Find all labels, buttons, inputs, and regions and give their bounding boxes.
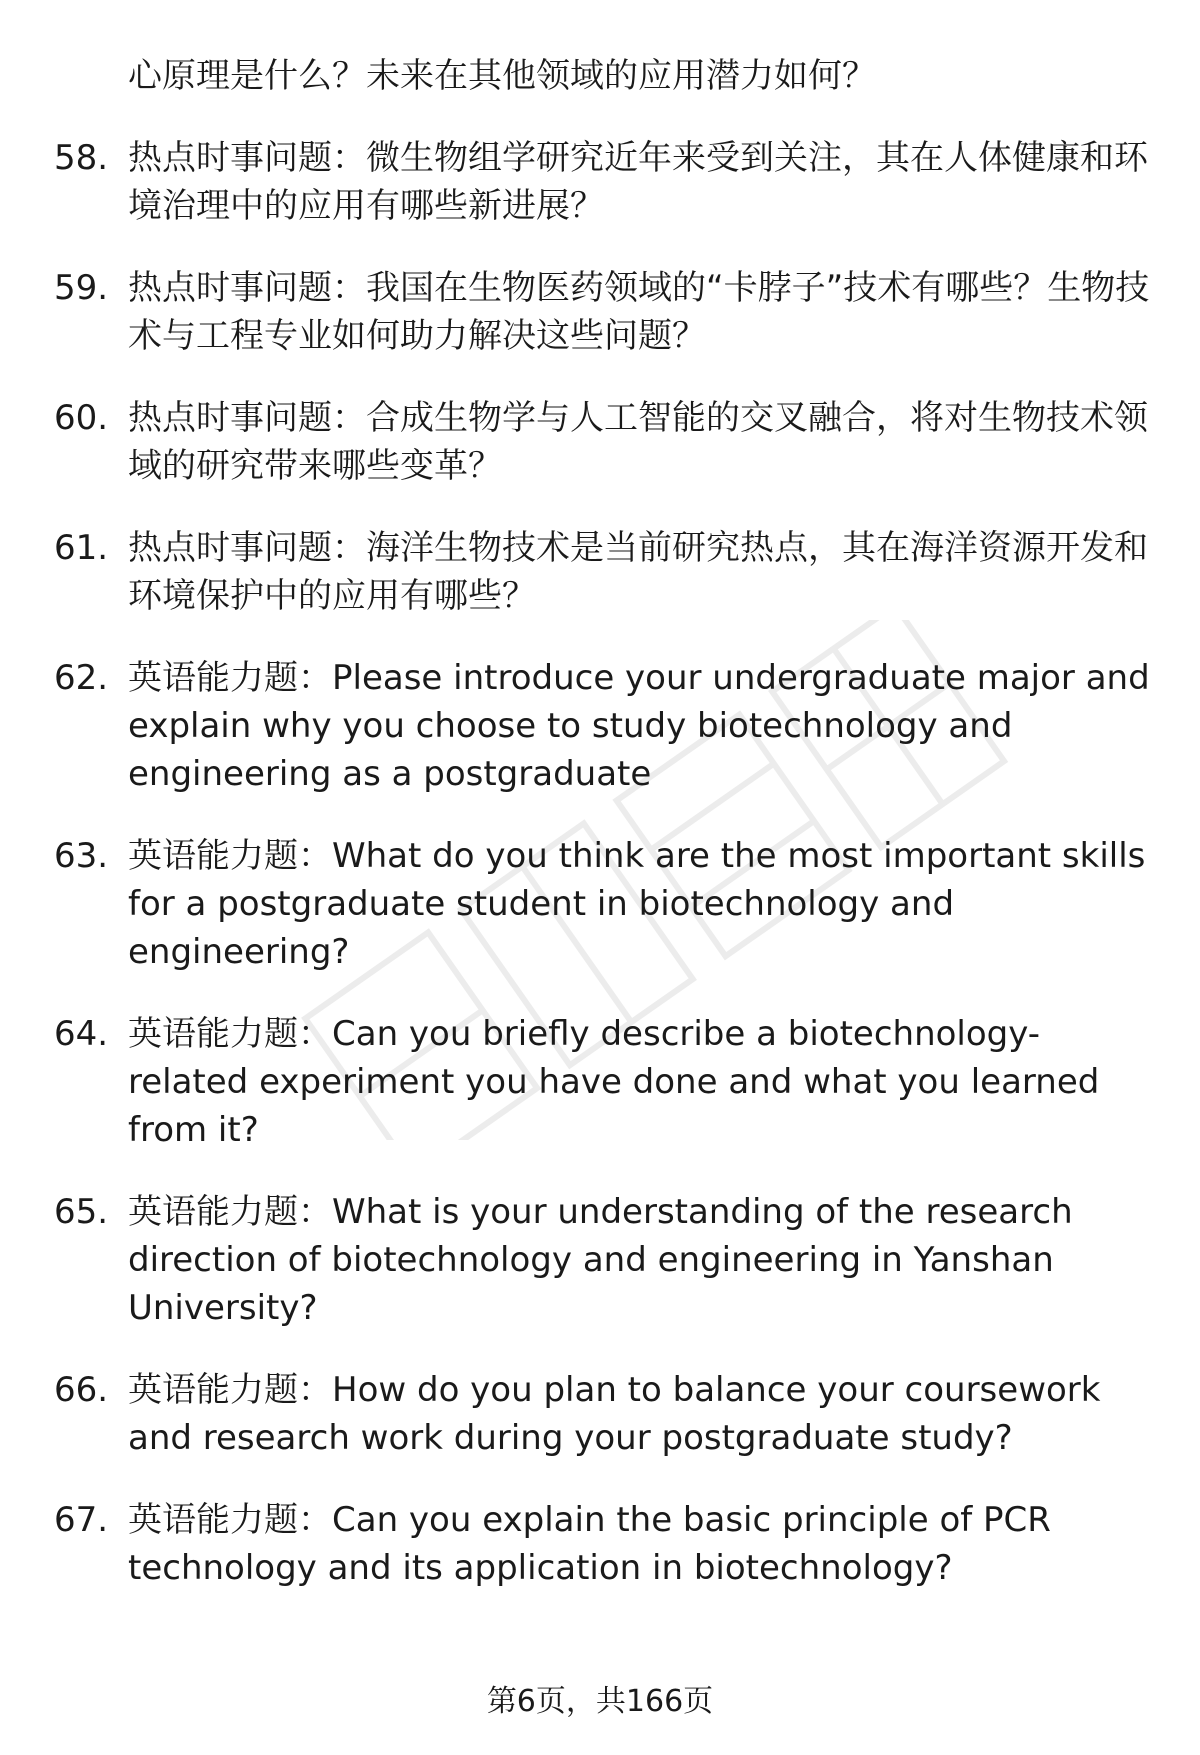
question-number: 64. [54,1014,109,1054]
question-text: 英语能力题：Can you explain the basic principle of PCR technology and its application in biotechnology? [128,1500,1051,1588]
question-text: 英语能力题：Can you briefly describe a biotechnology-related experiment you have done and what you learned from it? [128,1014,1100,1150]
question-number: 65. [54,1192,109,1232]
question-59 [54,264,1160,360]
question-text: 英语能力题：How do you plan to balance your coursework and research work during your postgraduate study? [128,1370,1101,1458]
question-64 [54,1010,1160,1154]
question-60 [54,394,1160,490]
question-62 [54,654,1160,798]
question-number: 66. [54,1370,109,1410]
question-list [54,52,1160,1592]
question-number: 63. [54,836,109,876]
question-number: 60. [54,398,109,438]
question-text: 英语能力题：Please introduce your undergraduate major and explain why you choose to study biotechnology and engineering as a postgraduate [128,658,1150,794]
question-63 [54,832,1160,976]
page-footer [0,1682,1200,1722]
page-number-label: 第6页，共166页 [486,1684,714,1719]
question-text: 英语能力题：What do you think are the most important skills for a postgraduate student in biotechnology and engineering? [128,836,1146,972]
question-text: 英语能力题：What is your understanding of the research direction of biotechnology and engineering in Yanshan University? [128,1192,1073,1328]
question-text: 热点时事问题：我国在生物医药领域的“卡脖子”技术有哪些？生物技术与工程专业如何助力解决这些问题？ [128,268,1150,356]
question-number: 61. [54,528,109,568]
question-number: 59. [54,268,109,308]
continued-question-text: 心原理是什么？未来在其他领域的应用潜力如何？ [128,56,876,96]
continued-question [54,52,1160,100]
question-61 [54,524,1160,620]
question-number: 67. [54,1500,109,1540]
question-67 [54,1496,1160,1592]
question-66 [54,1366,1160,1462]
question-text: 热点时事问题：微生物组学研究近年来受到关注，其在人体健康和环境治理中的应用有哪些新进展？ [128,138,1148,226]
question-number: 62. [54,658,109,698]
question-text: 热点时事问题：海洋生物技术是当前研究热点，其在海洋资源开发和环境保护中的应用有哪些？ [128,528,1148,616]
question-65 [54,1188,1160,1332]
question-number: 58. [54,138,109,178]
question-58 [54,134,1160,230]
question-text: 热点时事问题：合成生物学与人工智能的交叉融合，将对生物技术领域的研究带来哪些变革？ [128,398,1148,486]
